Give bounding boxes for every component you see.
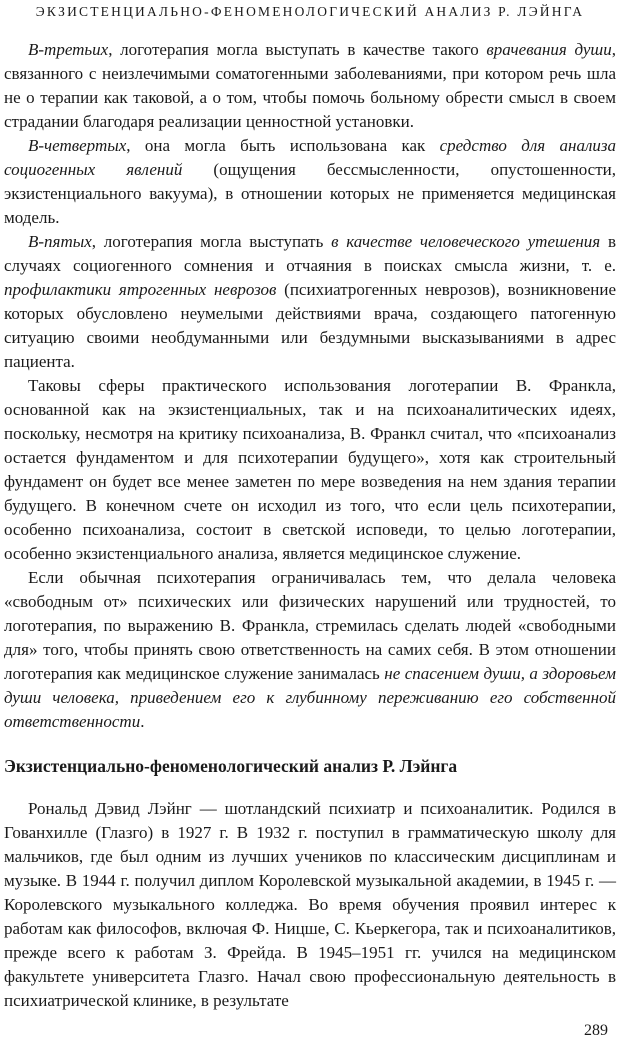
paragraph <box>4 566 616 734</box>
text-run: Таковы сферы практического использования логотерапии В. Франкла, основанной как на экзистенциальных, так и на психоаналитических идеях, поскольку, несмотря на критику психоанализа, В. Франкл считал, что «психоанализ остается фундаментом и для психотерапии будущего», хотя как строительный фундамент он будет все менее заметен по мере возведения на нем здания терапии будущего. В конечном счете он исходил из того, что если цель психотерапии, особенно психоанализа, состоит в светской исповеди, то целью логотерапии, особенно экзистенциального анализа, является медицинское служение. <box>4 376 616 563</box>
italic-run: средство для анализа социогенных явлений <box>4 136 616 179</box>
italic-run: профилактики ятрогенных неврозов <box>4 280 277 299</box>
running-head: ЭКЗИСТЕНЦИАЛЬНО-ФЕНОМЕНОЛОГИЧЕСКИЙ АНАЛИЗ Р. ЛЭЙНГА <box>35 4 585 19</box>
section-body-text <box>4 797 616 1013</box>
section-heading: Экзистенциально-феноменологический анализ Р. Лэйнга <box>4 756 458 776</box>
text-run: (психиатрогенных неврозов), возникновение которых обусловлено неумелыми действиями врача, создающего патогенную ситуацию своими необдуманными или бездумными высказываниями в адрес пациента. <box>4 280 616 371</box>
text-run: , связанного с неизлечимыми соматогенными заболеваниями, при котором речь шла не о терапии как таковой, а о том, чтобы помочь больному обрести смысл в своем страдании благодаря реализации ценностной установки. <box>4 40 616 131</box>
paragraph <box>4 38 616 134</box>
page-number: 289 <box>584 1022 608 1039</box>
text-run: (ощущения бессмысленности, опустошенности, экзистенциального вакуума), в отношении которых не применяется медицинская модель. <box>4 160 616 227</box>
text-run: Если обычная психотерапия ограничивалась тем, что делала человека «свободным от» психических или физических нарушений или трудностей, то логотерапия, по выражению В. Франкла, стремилась сделать людей «свободными для» того, чтобы принять свою ответственность на самих себя. В этом отношении логотерапия как медицинское служение занималась <box>4 568 616 683</box>
text-run: , она могла быть использована как <box>126 136 440 155</box>
text-run: в случаях социогенного сомнения и отчаяния в поисках смысла жизни, т. е. <box>4 232 616 275</box>
paragraph <box>4 134 616 230</box>
italic-run: В-четвертых <box>28 136 127 155</box>
italic-run: В-пятых <box>28 232 92 251</box>
text-run: . <box>140 712 145 731</box>
italic-run: врачевания души <box>486 40 612 59</box>
paragraph: Рональд Дэвид Лэйнг — шотландский психиатр и психоаналитик. Родился в Гованхилле (Глазго) в 1927 г. В 1932 г. поступил в грамматическую школу для мальчиков, где был одним из лучших учеников по классическим дисциплинам и музыке. В 1944 г. получил диплом Королевской музыкальной академии, в 1945 г. — Королевского музыкального колледжа. Во время обучения проявил интерес к работам как философов, включая Ф. Ницше, С. Кьеркегора, так и психоаналитиков, прежде всего к работам З. Фрейда. В 1945–1951 гг. учился на медицинском факультете университета Глазго. Начал свою профессиональную деятельность в психиатрической клинике, в результате <box>4 799 616 1010</box>
paragraph <box>4 230 616 374</box>
body-text <box>4 38 616 734</box>
text-run: , логотерапия могла выступать <box>91 232 332 251</box>
italic-run: в качестве человеческого утешения <box>331 232 601 251</box>
italic-run: не спасением души, а здоровьем души человека, приведением его к глубинному переживанию его собственной ответственности <box>4 664 616 731</box>
italic-run: В-третьих <box>28 40 109 59</box>
paragraph <box>4 374 616 566</box>
text-run: , логотерапия могла выступать в качестве такого <box>108 40 487 59</box>
